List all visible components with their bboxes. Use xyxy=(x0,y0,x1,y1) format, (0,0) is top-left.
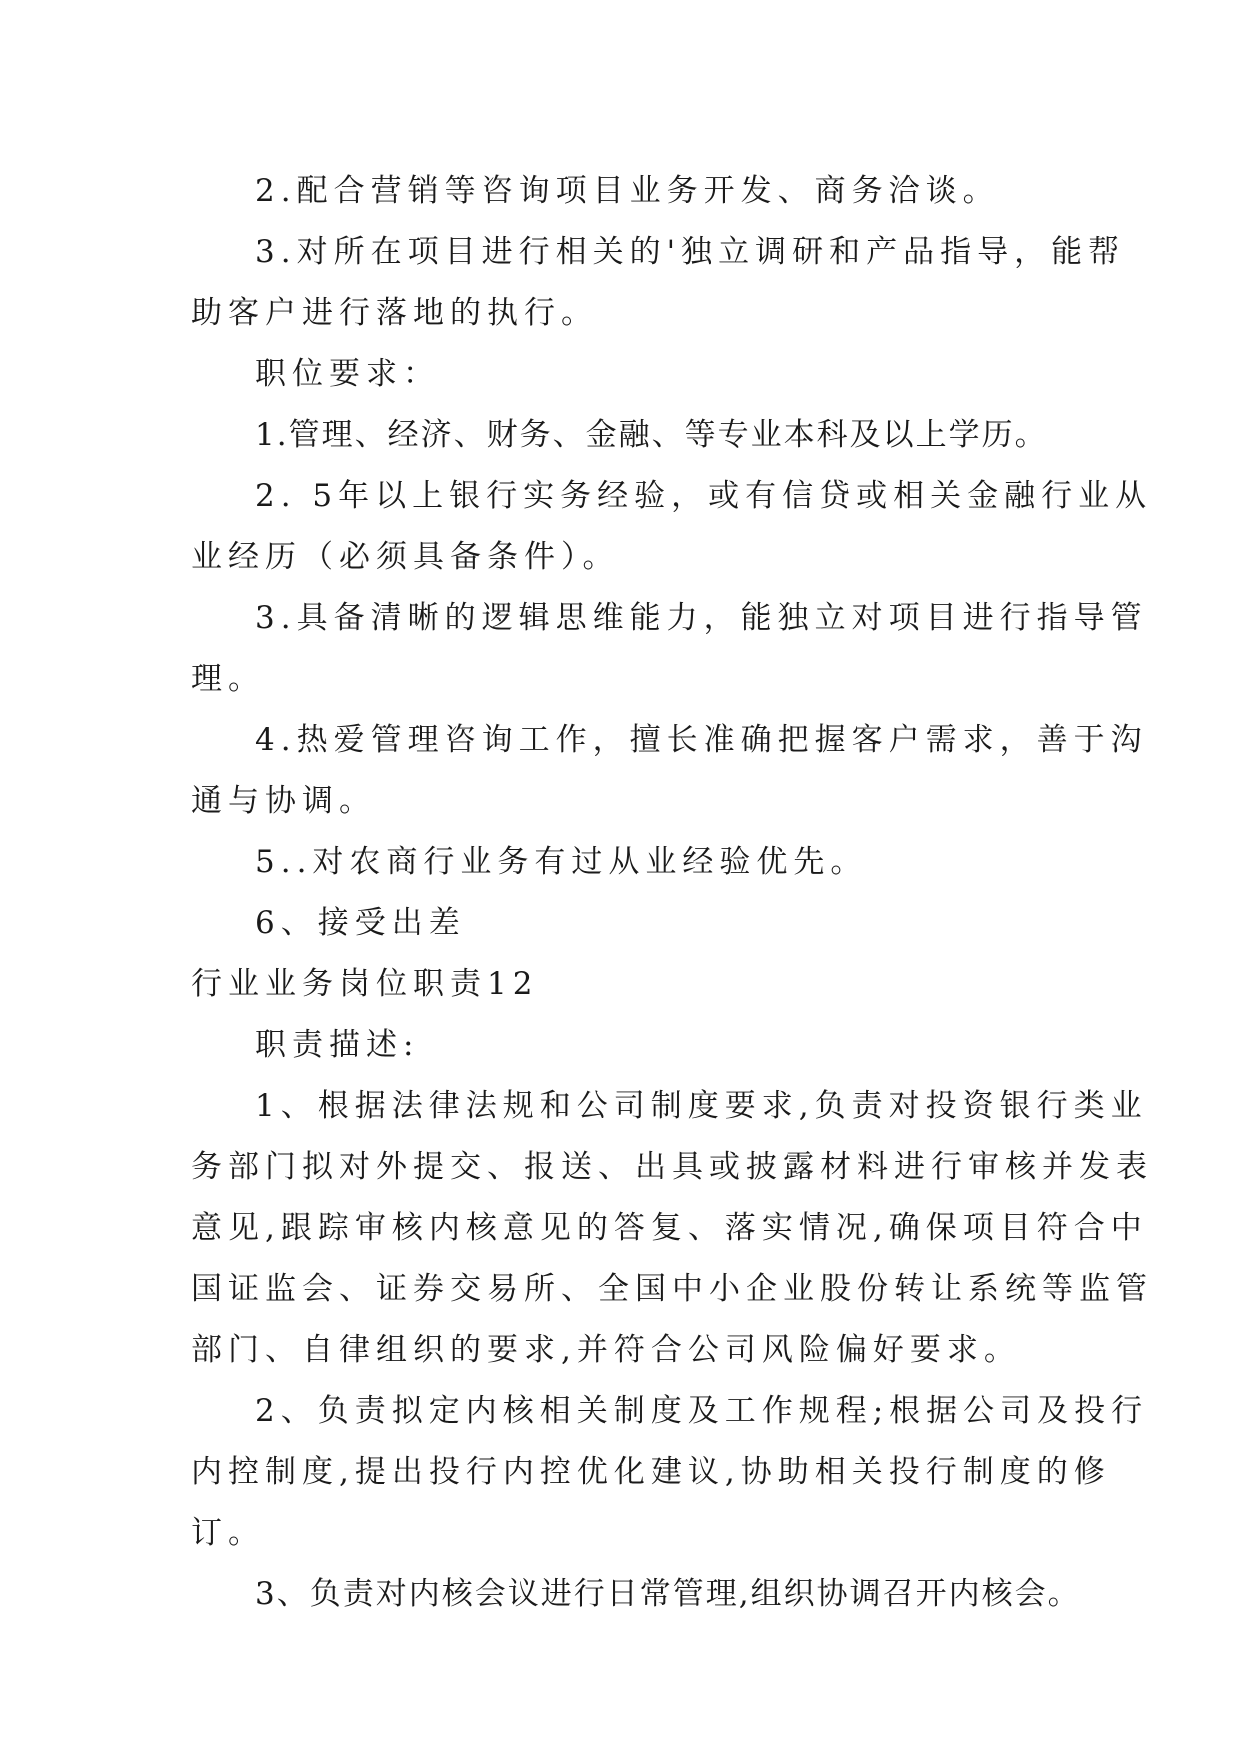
text-line: 3.对所在项目进行相关的'独立调研和产品指导，能帮 xyxy=(255,234,1126,270)
text-line: 2、负责拟定内核相关制度及工作规程;根据公司及投行 xyxy=(255,1393,1149,1429)
document-body xyxy=(191,161,1153,1625)
text-line: 国证监会、证券交易所、全国中小企业股份转让系统等监管 xyxy=(191,1271,1153,1307)
text-line: 理。 xyxy=(191,661,265,697)
text-line: 订。 xyxy=(191,1515,265,1551)
text-line: 5..对农商行业务有过从业经验优先。 xyxy=(255,844,868,880)
text-line: 务部门拟对外提交、报送、出具或披露材料进行审核并发表 xyxy=(191,1149,1153,1185)
text-line: 意见,跟踪审核内核意见的答复、落实情况,确保项目符合中 xyxy=(191,1210,1148,1246)
text-line: 3、负责对内核会议进行日常管理,组织协调召开内核会。 xyxy=(255,1576,1081,1612)
text-line: 助客户进行落地的执行。 xyxy=(191,295,598,331)
section-heading: 职位要求： xyxy=(255,356,440,392)
text-line: 3.具备清晰的逻辑思维能力，能独立对项目进行指导管 xyxy=(255,600,1148,636)
text-line: 部门、自律组织的要求,并符合公司风险偏好要求。 xyxy=(191,1332,1021,1368)
text-line: 业经历（必须具备条件）。 xyxy=(191,539,620,575)
text-line: 2.配合营销等咨询项目业务开发、商务洽谈。 xyxy=(255,173,1000,209)
text-line: 内控制度,提出投行内控优化建议,协助相关投行制度的修 xyxy=(191,1454,1111,1490)
text-line: 2. 5年以上银行实务经验，或有信贷或相关金融行业从 xyxy=(255,478,1153,514)
text-line: 通与协调。 xyxy=(191,783,376,819)
text-line: 1.管理、经济、财务、金融、等专业本科及以上学历。 xyxy=(255,417,1048,453)
document-title: 行业业务岗位职责12 xyxy=(191,966,539,1002)
text-line: 1、根据法律法规和公司制度要求,负责对投资银行类业 xyxy=(255,1088,1148,1124)
section-heading: 职责描述: xyxy=(255,1027,420,1063)
text-line: 4.热爱管理咨询工作，擅长准确把握客户需求，善于沟 xyxy=(255,722,1148,758)
text-line: 6、接受出差 xyxy=(255,905,466,941)
